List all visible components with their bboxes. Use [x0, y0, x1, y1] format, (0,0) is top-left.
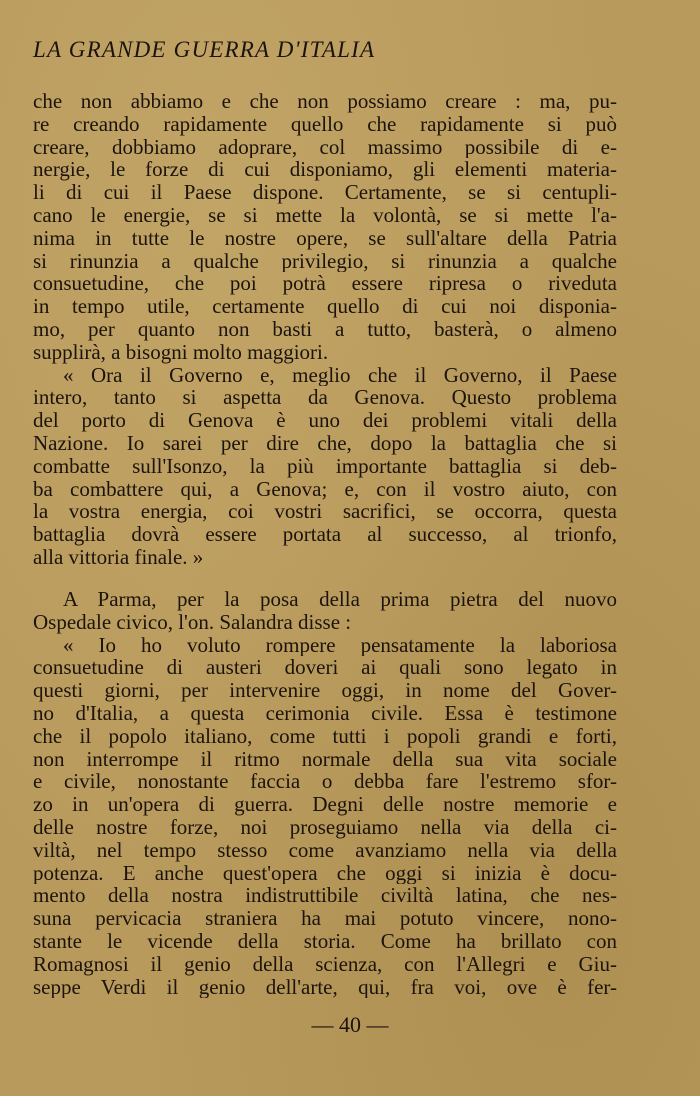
text-line: cano le energie, se si mette la volontà, se si mette l'a-	[33, 203, 617, 227]
text-line: che il popolo italiano, come tutti i popoli grandi e forti,	[33, 724, 617, 748]
running-head: LA GRANDE GUERRA D'ITALIA	[33, 37, 376, 62]
text-line: Ospedale civico, l'on. Salandra disse :	[33, 610, 352, 634]
text-line: potenza. E anche quest'opera che oggi si inizia è docu-	[33, 861, 617, 885]
text-line: battaglia dovrà essere portata al successo, al trionfo,	[33, 523, 617, 546]
text-line: Nazione. Io sarei per dire che, dopo la battaglia che si	[33, 431, 617, 455]
text-line: seppe Verdi il genio dell'arte, qui, fra voi, ove è fer-	[33, 975, 617, 999]
text-line: consuetudine di austeri doveri ai quali sono legato in	[33, 656, 617, 680]
text-line: e civile, nonostante faccia o debba fare l'estremo sfor-	[33, 770, 617, 794]
text-line: re creando rapidamente quello che rapidamente si può	[33, 112, 617, 136]
text-line: nima in tutte le nostre opere, se sull'altare della Patria	[33, 226, 617, 250]
text-line: li di cui il Paese dispone. Certamente, se si centupli-	[33, 181, 617, 204]
text-line: A Parma, per la posa della prima pietra del nuovo	[63, 588, 617, 611]
text-line: in tempo utile, certamente quello di cui noi disponia-	[33, 295, 617, 318]
text-line: si rinunzia a qualche privilegio, si rinunzia a qualche	[33, 249, 617, 273]
text-line: delle nostre forze, noi proseguiamo nella via della ci-	[33, 815, 617, 839]
text-line: non interrompe il ritmo normale della sua vita sociale	[33, 747, 617, 771]
text-line: alla vittoria finale. »	[33, 545, 204, 569]
text-line: « Ora il Governo e, meglio che il Governo, il Paese	[63, 363, 617, 387]
text-line: nergie, le forze di cui disponiamo, gli elementi materia-	[33, 158, 617, 182]
text-line: creare, dobbiamo adoprare, col massimo possibile di e-	[33, 135, 617, 159]
text-line: suna pervicacia straniera ha mai potuto vincere, nono-	[33, 907, 617, 930]
text-line: questi giorni, per intervenire oggi, in nome del Gover-	[33, 679, 617, 702]
text-line: la vostra energia, coi vostri sacrifici, se occorra, questa	[33, 500, 617, 524]
text-line: consuetudine, che poi potrà essere ripresa o riveduta	[33, 272, 617, 296]
page-number: — 40 —	[311, 1012, 389, 1037]
text-line: ba combattere qui, a Genova; e, con il vostro aiuto, con	[33, 477, 617, 501]
text-line: del porto di Genova è uno dei problemi vitali della	[33, 409, 617, 432]
text-line: intero, tanto si aspetta da Genova. Questo problema	[33, 386, 617, 410]
text-line: Romagnosi il genio della scienza, con l'Allegri e Giu-	[33, 952, 617, 976]
text-line: supplirà, a bisogni molto maggiori.	[33, 340, 329, 364]
text-line: mento della nostra indistruttibile civiltà latina, che nes-	[33, 884, 617, 908]
text-line: no d'Italia, a questa cerimonia civile. Essa è testimone	[33, 701, 617, 725]
text-block-lower	[33, 588, 617, 998]
text-line: viltà, nel tempo stesso come avanziamo nella via della	[33, 838, 617, 862]
text-line: stante le vicende della storia. Come ha brillato con	[33, 929, 617, 953]
text-line: zo in un'opera di guerra. Degni delle nostre memorie e	[33, 793, 617, 816]
text-line: mo, per quanto non basti a tutto, basterà, o almeno	[33, 317, 617, 341]
text-line: che non abbiamo e che non possiamo creare : ma, pu-	[33, 90, 617, 113]
text-block-upper	[33, 90, 617, 569]
text-line: combatte sull'Isonzo, la più importante battaglia si deb-	[33, 454, 617, 478]
text-line: « Io ho voluto rompere pensatamente la laboriosa	[63, 633, 617, 657]
